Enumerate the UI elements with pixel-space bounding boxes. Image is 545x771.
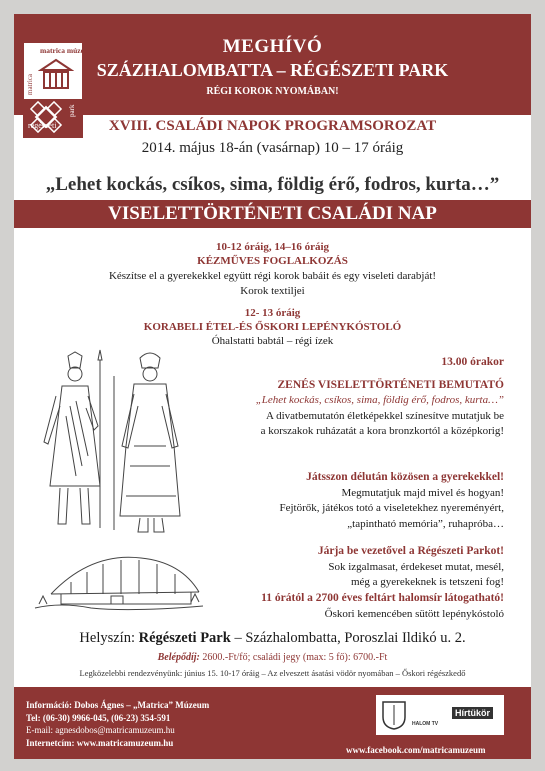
program6-title: 11 órától a 2700 éves feltárt halomsír látogatható! <box>261 592 504 604</box>
venue-address: – Százhalombatta, Poroszlai Ildikó u. 2. <box>234 630 466 646</box>
program1-line2: Korok textiljei <box>240 285 305 297</box>
facebook-link[interactable]: www.facebook.com/matricamuzeum <box>346 745 486 755</box>
event-name-band: VISELETTÖRTÉNETI CSALÁDI NAP <box>14 200 531 228</box>
price-line <box>14 652 531 663</box>
invitation-tagline: RÉGI KOROK NYOMÁBAN! <box>206 86 339 97</box>
invitation-subtitle: SZÁZHALOMBATTA – RÉGÉSZETI PARK <box>96 60 449 80</box>
program1-line1: Készítse el a gyerekekkel együtt régi korok babáit és egy viseleti darabját! <box>108 270 437 282</box>
program1-time: 10-12 óráig, 14–16 óráig <box>215 241 330 253</box>
price-text: 2600.-Ft/fő; családi jegy (max: 5 fő): 6700.-Ft <box>202 652 388 663</box>
program4-line3: „tapintható memória”, ruhapróba… <box>347 517 504 530</box>
program4-line2: Fejtörők, játékos totó a viseletekhez nyereményért, <box>279 502 504 514</box>
header-banner <box>14 14 531 115</box>
next-event: Legközelebbi rendezvényünk: június 15. 10-17 óráig – Az elveszett ásatási vödör nyomában – Őskori régészkedő <box>79 668 466 678</box>
footer-banner <box>14 687 531 759</box>
costume-figures-illustration <box>30 346 210 541</box>
museum-building-icon <box>38 57 74 93</box>
sponsor-hirtukor: Hírtükör <box>452 707 493 719</box>
event-quote: „Lehet kockás, csíkos, sima, földig érő, fodros, kurta…” <box>45 174 500 195</box>
contact-website[interactable]: Internetcím: www.matricamuzeum.hu <box>26 737 174 748</box>
program2-time: 12- 13 óráig <box>244 307 301 319</box>
program4-line1: Megmutatjuk majd mivel és hogyan! <box>341 486 504 499</box>
contact-info <box>26 699 209 749</box>
program5-line1: Sok izgalmasat, érdekeset mutat, mesél, <box>328 560 504 573</box>
invitation-title: MEGHÍVÓ <box>222 36 323 57</box>
program2-title: KORABELI ÉTEL-ÉS ŐSKORI LEPÉNYKÓSTOLÓ <box>143 321 402 333</box>
program3-time: 13.00 órakor <box>441 356 504 368</box>
contact-phone: Tel: (06-30) 9966-045, (06-23) 354-591 <box>26 712 171 723</box>
logo-text-regeszeti: régészeti <box>28 121 57 130</box>
program-series: XVIII. CSALÁDI NAPOK PROGRAMSOROZAT <box>108 118 437 134</box>
sponsor-logos <box>376 695 504 735</box>
city-crest-icon <box>380 699 408 731</box>
venue-label: Helyszín: <box>79 630 135 646</box>
event-date: 2014. május 18-án (vasárnap) 10 – 17 óráig <box>141 140 404 156</box>
program1-title: KÉZMŰVES FOGLALKOZÁS <box>197 255 348 267</box>
longhouse-illustration <box>31 542 207 614</box>
price-label: Belépődíj: <box>157 652 200 663</box>
program2-line1: Óhalstatti babtál – régi ízek <box>211 335 334 347</box>
contact-email[interactable]: E-mail: agnesdobos@matricamuzeum.hu <box>26 725 175 735</box>
venue-line <box>14 630 531 647</box>
program5-line2: még a gyerekeknek is tetszeni fog! <box>350 576 504 588</box>
program3-title: ZENÉS VISELETTÖRTÉNETI BEMUTATÓ <box>277 378 504 391</box>
program3-quote: „Lehet kockás, csíkos, sima, földig érő, fodros, kurta…” <box>255 394 504 406</box>
logo-text-museum: matrica múzeum <box>40 46 95 55</box>
program4-title: Játsszon délután közösen a gyerekekkel! <box>306 471 504 483</box>
invitation-sheet <box>14 14 531 759</box>
program3-line2: a korszakok ruházatát a kora bronzkortól a középkorig! <box>260 425 504 437</box>
program5-title: Járja be vezetővel a Régészeti Parkot! <box>317 545 504 557</box>
sponsor-halom-tv: HALOM TV <box>412 721 439 727</box>
venue-place: Régészeti Park <box>138 630 231 646</box>
logo-text-matrica: matrica <box>26 74 34 95</box>
contact-person: Információ: Dobos Ágnes – „Matrica” Múzeum <box>26 700 210 710</box>
logo-text-park: park <box>68 104 76 117</box>
program3-line1: A divatbemutatón életképekkel színesítve mutatjuk be <box>266 409 504 422</box>
program6-line1: Őskori kemencében sütött lepénykóstoló <box>324 607 504 620</box>
